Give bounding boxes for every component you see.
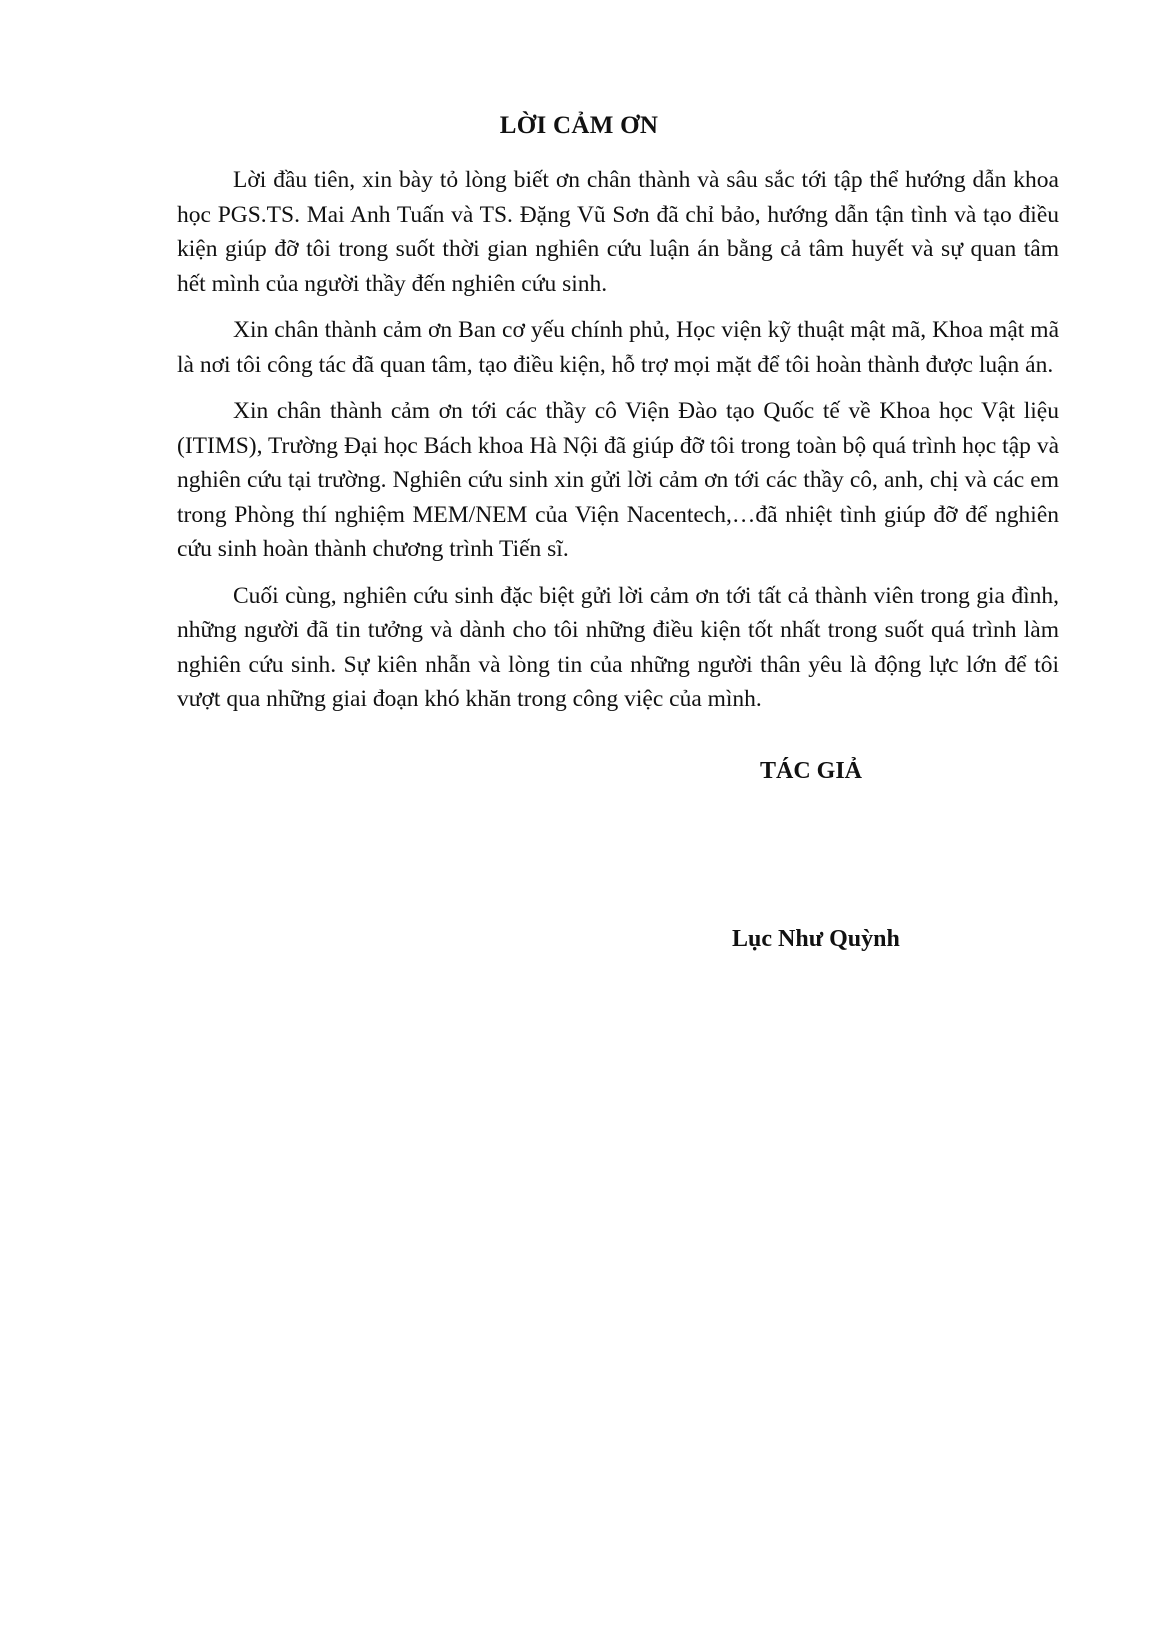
- paragraph-3: Xin chân thành cảm ơn tới các thầy cô Viện Đào tạo Quốc tế về Khoa học Vật liệu (ITIMS), Trường Đại học Bách khoa Hà Nội đã giúp đỡ tôi trong toàn bộ quá trình học tập và nghiên cứu tại trường. Nghiên cứu sinh xin gửi lời cảm ơn tới các thầy cô, anh, chị và các em trong Phòng thí nghiệm MEM/NEM của Viện Nacentech,…đã nhiệt tình giúp đỡ để nghiên cứu sinh hoàn thành chương trình Tiến sĩ.: [177, 398, 1059, 562]
- paragraph-1: Lời đầu tiên, xin bày tỏ lòng biết ơn chân thành và sâu sắc tới tập thể hướng dẫn khoa học PGS.TS. Mai Anh Tuấn và TS. Đặng Vũ Sơn đã chỉ bảo, hướng dẫn tận tình và tạo điều kiện giúp đỡ tôi trong suốt thời gian nghiên cứu luận án bằng cả tâm huyết và sự quan tâm hết mình của người thầy đến nghiên cứu sinh.: [177, 167, 1059, 297]
- paragraph-2: Xin chân thành cảm ơn Ban cơ yếu chính phủ, Học viện kỹ thuật mật mã, Khoa mật mã là nơi tôi công tác đã quan tâm, tạo điều kiện, hỗ trợ mọi mặt để tôi hoàn thành được luận án.: [177, 317, 1059, 378]
- page-title: LỜI CẢM ƠN: [499, 112, 659, 139]
- author-name: Lục Như Quỳnh: [732, 926, 900, 952]
- acknowledgement-body: [177, 163, 1059, 729]
- author-label: TÁC GIẢ: [760, 758, 863, 784]
- paragraph-4: Cuối cùng, nghiên cứu sinh đặc biệt gửi lời cảm ơn tới tất cả thành viên trong gia đình, những người đã tin tưởng và dành cho tôi những điều kiện tốt nhất trong suốt quá trình làm nghiên cứu sinh. Sự kiên nhẫn và lòng tin của những người thân yêu là động lực lớn để tôi vượt qua những giai đoạn khó khăn trong công việc của mình.: [177, 582, 1059, 712]
